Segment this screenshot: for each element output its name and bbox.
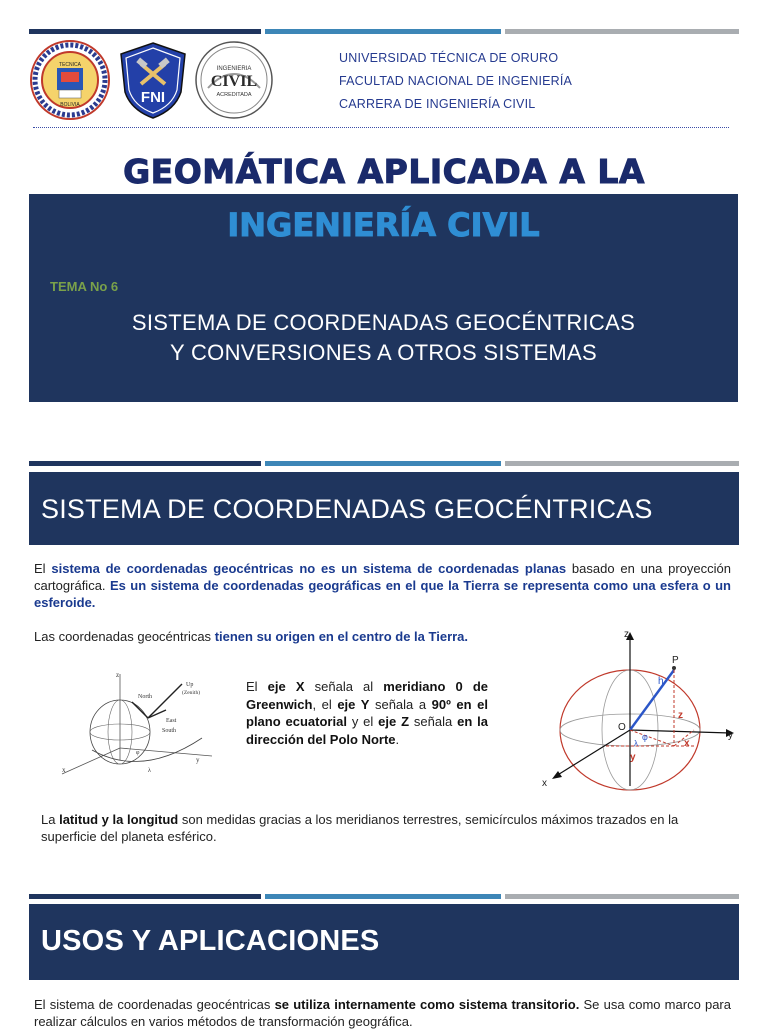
divider-segment-gray	[505, 461, 739, 466]
figure-right-vector	[630, 670, 674, 730]
cover-title: GEOMÁTICA APLICADA A LA	[123, 152, 645, 191]
s2-text-b: se utiliza internamente como sistema transitorio.	[274, 997, 580, 1012]
divider-segment-gray	[505, 29, 739, 34]
section2-header	[29, 904, 739, 980]
figure-left-label-north: North	[138, 694, 152, 700]
figure-left-label-y: y	[196, 756, 200, 764]
geodetic-frame-figure	[52, 668, 222, 780]
figure-left-label-phi: φ	[136, 750, 140, 756]
cover-topic-line2: Y CONVERSIONES A OTROS SISTEMAS	[170, 340, 597, 365]
civil-logo	[194, 40, 274, 118]
figure-left-label-up: Up	[186, 682, 194, 688]
axes-text-e: , el	[312, 696, 338, 712]
figure-left-up-vector	[148, 684, 182, 718]
axes-text-k: señala	[409, 714, 458, 729]
figure-left-x-axis	[62, 748, 120, 774]
career-name: CARRERA DE INGENIERÍA CIVIL	[339, 97, 536, 111]
s2-text-a: El sistema de coordenadas geocéntricas	[34, 997, 275, 1012]
uto-logo-text-bottom: BOLIVIA	[60, 102, 80, 108]
axes-text-j: eje Z	[378, 714, 410, 729]
section1-paragraph1	[34, 560, 731, 611]
axes-description	[246, 678, 488, 748]
s2-text-c: Se usa como marco para realizar cálculos en varios métodos de transformación geográfica.	[34, 997, 731, 1029]
geocentric-sphere-figure	[536, 626, 742, 792]
university-seal-icon	[29, 40, 111, 120]
section2-divider-bar	[29, 894, 739, 899]
figure-right-label-h: h	[658, 676, 664, 687]
p2-text-b: tienen su origen en el centro de la Tierra.	[214, 629, 469, 644]
figure-right-point-p	[672, 666, 676, 670]
axes-text-m: .	[395, 731, 400, 747]
civil-logo-text-main: CIVIL	[210, 73, 258, 90]
dotted-separator	[33, 127, 729, 128]
cover-topic-line1: SISTEMA DE COORDENADAS GEOCÉNTRICAS	[131, 310, 636, 335]
figure-right-label-z: z	[624, 629, 629, 640]
section1-title: SISTEMA DE COORDENADAS GEOCÉNTRICAS	[41, 494, 653, 524]
university-name: UNIVERSIDAD TÉCNICA DE ORURO	[339, 51, 559, 65]
figure-right-label-o: O	[618, 722, 626, 733]
divider-segment-dark	[29, 461, 261, 466]
axes-text-i: y el	[346, 714, 379, 729]
fni-logo-text: FNI	[140, 89, 166, 106]
section2-paragraph1	[34, 996, 731, 1030]
cover-topic	[29, 308, 738, 368]
axes-text-d: meridiano 0 de Greenwich	[246, 679, 489, 712]
fni-logo	[117, 40, 189, 118]
axes-text-b: eje X	[267, 679, 305, 694]
p3-text-a: La	[41, 812, 60, 827]
figure-left-label-south: South	[162, 728, 177, 734]
figure-left-label-east: East	[166, 718, 177, 724]
divider-segment-blue	[265, 461, 501, 466]
faculty-name: FACULTAD NACIONAL DE INGENIERÍA	[339, 74, 573, 88]
p1-text-b: sistema de coordenadas geocéntricas no es un sistema de coordenadas planas	[51, 561, 567, 576]
axes-text-h: 90º en el plano ecuatorial	[246, 696, 488, 729]
civil-engineering-logo-icon	[194, 40, 274, 120]
divider-segment-dark	[29, 29, 261, 34]
figure-right-label-y-segment: y	[630, 752, 636, 763]
divider-segment-blue	[265, 29, 501, 34]
p1-text-d: Es un sistema de coordenadas geográficas en el que la Tierra se representa como una esfera o un esferoide.	[34, 578, 731, 610]
section2-title: USOS Y APLICACIONES	[41, 925, 380, 957]
figure-left-label-x: x	[62, 766, 66, 774]
figure-right-label-lambda: λ	[634, 739, 638, 748]
cover-box	[29, 194, 738, 402]
fni-shield-icon	[117, 40, 189, 120]
axes-text-f: eje Y	[337, 696, 370, 712]
figure-right-label-p: P	[672, 655, 679, 666]
p1-text-c: basado en una proyección cartográfica.	[34, 561, 731, 593]
p1-text-a: El	[34, 561, 52, 576]
top-divider-bar	[29, 29, 739, 34]
figure-right-label-phi: φ	[642, 732, 648, 742]
cover-subtitle: INGENIERÍA CIVIL	[227, 206, 540, 244]
divider-segment-blue	[265, 894, 501, 899]
divider-segment-dark	[29, 894, 261, 899]
uto-logo-text-top: TECNICA	[59, 62, 81, 68]
section1-divider-bar	[29, 461, 739, 466]
figure-right-label-z-segment: z	[678, 710, 683, 721]
tema-label: TEMA No 6	[50, 279, 119, 294]
axes-text-c: señala al	[304, 679, 384, 694]
figure-left-label-z: z	[116, 671, 120, 679]
figure-right-label-y-axis: y	[728, 730, 733, 741]
p3-text-c: son medidas gracias a los meridianos terrestres, semicírculos máximos trazados en la superficie del planeta esférico.	[41, 812, 679, 844]
figure-left-y-axis	[120, 748, 212, 756]
figure-right-label-x-axis: x	[542, 778, 547, 789]
section1-header	[29, 472, 739, 545]
figure-right-label-x-segment: x	[684, 738, 690, 749]
divider-segment-gray	[505, 894, 739, 899]
p3-text-b: latitud y la longitud	[59, 812, 179, 827]
section1-paragraph3	[41, 811, 731, 845]
axes-text-a: El	[246, 679, 268, 694]
figure-left-label-lambda: λ	[148, 768, 151, 774]
p2-text-a: Las coordenadas geocéntricas	[34, 629, 215, 644]
figure-left-label-zenith: (Zenith)	[182, 690, 201, 696]
civil-logo-text-top: INGENIERIA	[216, 66, 252, 72]
uto-logo	[29, 40, 109, 118]
civil-logo-text-bottom: ACREDITADA	[216, 92, 252, 98]
axes-text-g: señala a	[369, 696, 432, 712]
axes-text-l: en la dirección del Polo Norte	[246, 714, 488, 747]
